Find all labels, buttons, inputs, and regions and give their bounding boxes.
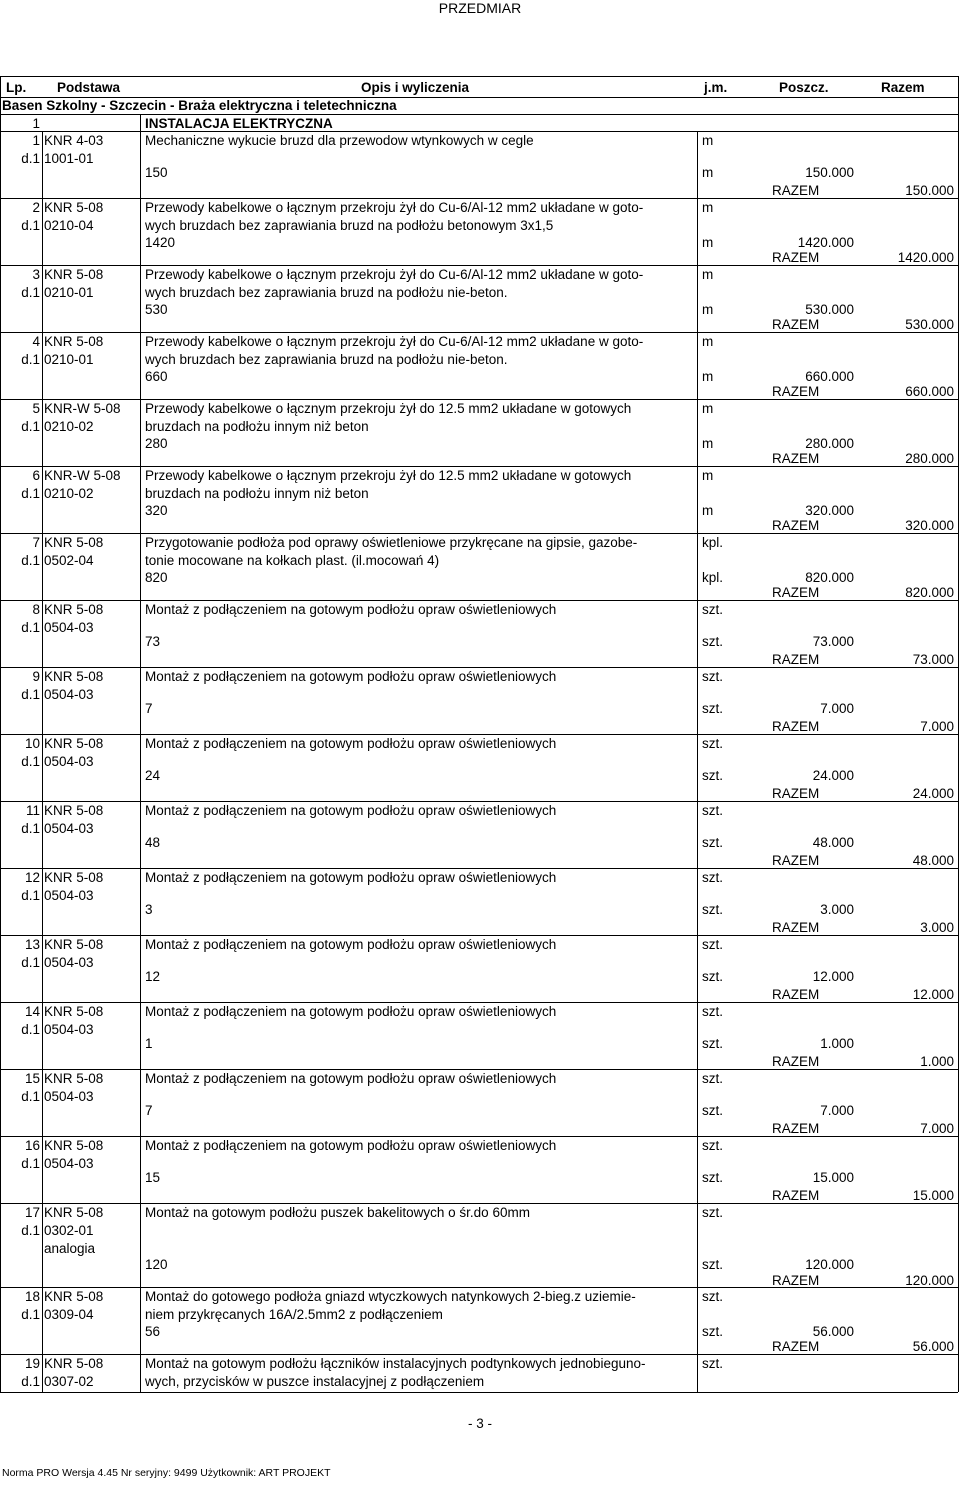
razem-label: RAZEM <box>772 987 820 1002</box>
razem-label: RAZEM <box>772 317 820 332</box>
position-description-line2: wych bruzdach bez zaprawiania bruzd na podłożu betonowym 3x1,5 <box>145 218 554 233</box>
razem-value: 120.000 <box>905 1273 954 1288</box>
quantity-value: 15.000 <box>812 1170 854 1185</box>
header-opis: Opis i wyliczenia <box>361 80 470 95</box>
position-unit: m <box>702 334 714 349</box>
position-code-line2: 0504-03 <box>44 821 94 836</box>
position-d1-label: d.1 <box>21 352 40 367</box>
position-description-line1: Montaż z podłączeniem na gotowym podłożu opraw oświetleniowych <box>145 870 557 885</box>
header-razem: Razem <box>881 80 925 95</box>
position-description-line2: tonie mocowane na kołkach plast. (il.mocowań 4) <box>145 553 440 568</box>
position-d1-label: d.1 <box>21 687 40 702</box>
section-number: 1 <box>32 116 40 131</box>
position-row <box>0 399 958 466</box>
col-line-opis <box>140 114 141 1392</box>
quantity-expression: 1420 <box>145 235 176 250</box>
razem-value: 530.000 <box>905 317 954 332</box>
position-code-line1: KNR 5-08 <box>44 334 104 349</box>
position-code-line1: KNR 5-08 <box>44 200 104 215</box>
position-row <box>0 332 958 399</box>
razem-value: 660.000 <box>905 384 954 399</box>
position-description-line1: Montaż z podłączeniem na gotowym podłożu opraw oświetleniowych <box>145 803 557 818</box>
project-rule <box>0 114 958 115</box>
razem-row <box>0 651 958 668</box>
position-unit: szt. <box>702 1071 724 1086</box>
position-description-line2: niem przykręcanych 16A/2.5mm2 z podłączeniem <box>145 1307 443 1322</box>
position-code-line1: KNR 5-08 <box>44 602 104 617</box>
position-unit: szt. <box>702 870 724 885</box>
quantity-value: 530.000 <box>805 302 854 317</box>
position-code-line1: KNR 4-03 <box>44 133 104 148</box>
quantity-unit: szt. <box>702 969 724 984</box>
position-description-line1: Mechaniczne wykucie bruzd dla przewodow wtynkowych w cegle <box>145 133 534 148</box>
position-code-line2: 0504-03 <box>44 888 94 903</box>
position-code-line1: KNR-W 5-08 <box>44 468 121 483</box>
quantity-value: 7.000 <box>820 1103 854 1118</box>
razem-row <box>0 182 958 199</box>
position-code-line1: KNR 5-08 <box>44 1289 104 1304</box>
razem-value: 820.000 <box>905 585 954 600</box>
quantity-expression: 1 <box>145 1036 153 1051</box>
quantity-value: 24.000 <box>812 768 854 783</box>
position-code-line2: 0504-03 <box>44 1156 94 1171</box>
header-poszcz: Poszcz. <box>779 80 829 95</box>
position-code-line1: KNR 5-08 <box>44 803 104 818</box>
quantity-row <box>0 633 958 650</box>
position-row <box>0 935 958 1002</box>
position-row <box>0 265 958 332</box>
position-description-line1: Montaż na gotowym podłożu puszek bakelitowych o śr.do 60mm <box>145 1205 530 1220</box>
position-code-line1: KNR 5-08 <box>44 267 104 282</box>
quantity-expression: 120 <box>145 1257 168 1272</box>
position-row <box>0 1002 958 1069</box>
razem-value: 3.000 <box>920 920 954 935</box>
quantity-value: 1420.000 <box>797 235 854 250</box>
table-bottom-rule <box>0 1392 958 1393</box>
header-top-rule <box>0 76 958 77</box>
position-code-line2: 0504-03 <box>44 955 94 970</box>
position-description-line1: Montaż z podłączeniem na gotowym podłożu opraw oświetleniowych <box>145 937 557 952</box>
position-unit: szt. <box>702 1289 724 1304</box>
quantity-expression: 48 <box>145 835 161 850</box>
quantity-expression: 15 <box>145 1170 161 1185</box>
position-description-line1: Przewody kabelkowe o łącznym przekroju żył do Cu-6/Al-12 mm2 układane w goto- <box>145 267 644 282</box>
position-number: 8 <box>32 602 40 617</box>
position-row <box>0 466 958 533</box>
position-code-line2: 0210-01 <box>44 285 94 300</box>
section-title: INSTALACJA ELEKTRYCZNA <box>145 116 333 131</box>
razem-row <box>0 718 958 735</box>
razem-row <box>0 383 958 400</box>
quantity-unit: szt. <box>702 1170 724 1185</box>
position-unit: m <box>702 401 714 416</box>
position-description-line1: Montaż na gotowym podłożu łączników instalacyjnych podtynkowych jednobieguno- <box>145 1356 646 1371</box>
position-code-line2: 0504-03 <box>44 620 94 635</box>
quantity-expression: 7 <box>145 1103 153 1118</box>
position-code-line2: 0504-03 <box>44 1089 94 1104</box>
position-description-line1: Przygotowanie podłoża pod oprawy oświetleniowe przykręcane na gipsie, gazobe- <box>145 535 638 550</box>
document-title: PRZEDMIAR <box>438 0 522 16</box>
quantity-row <box>0 1169 958 1186</box>
quantity-unit: m <box>702 165 714 180</box>
position-number: 11 <box>25 803 40 818</box>
position-number: 15 <box>24 1071 40 1086</box>
position-code-line3: analogia <box>44 1241 96 1256</box>
razem-label: RAZEM <box>772 1273 820 1288</box>
razem-label: RAZEM <box>772 853 820 868</box>
quantity-expression: 320 <box>145 503 168 518</box>
position-unit: m <box>702 200 714 215</box>
quantity-value: 48.000 <box>812 835 854 850</box>
razem-value: 24.000 <box>912 786 954 801</box>
position-code-line2: 0302-01 <box>44 1223 94 1238</box>
position-code-line1: KNR 5-08 <box>44 669 104 684</box>
quantity-expression: 150 <box>145 165 168 180</box>
position-unit: m <box>702 133 714 148</box>
position-description-line2: wych bruzdach bez zaprawiania bruzd na podłożu nie-beton. <box>145 285 508 300</box>
position-unit: szt. <box>702 937 724 952</box>
position-d1-label: d.1 <box>21 754 40 769</box>
position-number: 3 <box>32 267 40 282</box>
position-unit: szt. <box>702 803 724 818</box>
position-row <box>0 801 958 868</box>
position-unit: kpl. <box>702 535 724 550</box>
position-code-line1: KNR 5-08 <box>44 870 104 885</box>
position-number: 2 <box>32 200 40 215</box>
position-row <box>0 667 958 734</box>
razem-label: RAZEM <box>772 183 820 198</box>
quantity-expression: 73 <box>145 634 161 649</box>
quantity-expression: 530 <box>145 302 168 317</box>
position-number: 17 <box>24 1205 40 1220</box>
quantity-unit: m <box>702 302 714 317</box>
razem-label: RAZEM <box>772 1188 820 1203</box>
quantity-value: 12.000 <box>812 969 854 984</box>
quantity-row <box>0 164 958 181</box>
position-number: 5 <box>32 401 40 416</box>
position-unit: m <box>702 267 714 282</box>
position-number: 9 <box>32 669 40 684</box>
quantity-unit: szt. <box>702 1036 724 1051</box>
position-d1-label: d.1 <box>21 888 40 903</box>
position-row <box>0 533 958 600</box>
position-description-line1: Montaż z podłączeniem na gotowym podłożu opraw oświetleniowych <box>145 736 557 751</box>
position-code-line1: KNR 5-08 <box>44 1004 104 1019</box>
position-code-line1: KNR 5-08 <box>44 1138 104 1153</box>
razem-value: 150.000 <box>905 183 954 198</box>
position-unit: szt. <box>702 602 724 617</box>
position-description-line1: Montaż z podłączeniem na gotowym podłożu opraw oświetleniowych <box>145 1071 557 1086</box>
header-lp: Lp. <box>6 80 27 95</box>
position-row <box>0 198 958 265</box>
position-d1-label: d.1 <box>21 1089 40 1104</box>
quantity-value: 150.000 <box>805 165 854 180</box>
position-d1-label: d.1 <box>21 419 40 434</box>
quantity-unit: szt. <box>702 835 724 850</box>
position-description-line1: Montaż z podłączeniem na gotowym podłożu opraw oświetleniowych <box>145 602 557 617</box>
position-d1-label: d.1 <box>21 553 40 568</box>
quantity-row <box>0 1256 958 1273</box>
razem-label: RAZEM <box>772 786 820 801</box>
quantity-unit: m <box>702 503 714 518</box>
razem-value: 1.000 <box>920 1054 954 1069</box>
razem-label: RAZEM <box>772 518 820 533</box>
header-podstawa: Podstawa <box>57 80 121 95</box>
position-row <box>0 734 958 801</box>
position-code-line2: 0504-03 <box>44 1022 94 1037</box>
position-d1-label: d.1 <box>21 218 40 233</box>
razem-row <box>0 919 958 936</box>
position-row <box>0 1203 958 1287</box>
position-number: 19 <box>24 1356 40 1371</box>
position-code-line1: KNR 5-08 <box>44 1071 104 1086</box>
position-number: 1 <box>32 133 40 148</box>
position-description-line2: bruzdach na podłożu innym niż beton <box>145 419 369 434</box>
razem-row <box>0 1187 958 1204</box>
quantity-row <box>0 1102 958 1119</box>
position-unit: szt. <box>702 669 724 684</box>
razem-value: 7.000 <box>920 1121 954 1136</box>
quantity-value: 660.000 <box>805 369 854 384</box>
position-description-line1: Montaż z podłączeniem na gotowym podłożu opraw oświetleniowych <box>145 1138 557 1153</box>
position-code-line1: KNR 5-08 <box>44 1205 104 1220</box>
razem-label: RAZEM <box>772 1121 820 1136</box>
position-d1-label: d.1 <box>21 1307 40 1322</box>
razem-row <box>0 986 958 1003</box>
razem-label: RAZEM <box>772 719 820 734</box>
razem-label: RAZEM <box>772 1339 820 1354</box>
razem-row <box>0 852 958 869</box>
position-description-line1: Montaż do gotowego podłoża gniazd wtyczkowych natynkowych 2-bieg.z uziemie- <box>145 1289 636 1304</box>
quantity-expression: 3 <box>145 902 153 917</box>
quantity-expression: 280 <box>145 436 168 451</box>
position-number: 10 <box>24 736 40 751</box>
quantity-row <box>0 834 958 851</box>
razem-row <box>0 249 958 266</box>
razem-label: RAZEM <box>772 1054 820 1069</box>
razem-value: 1420.000 <box>897 250 954 265</box>
position-code-line1: KNR 5-08 <box>44 937 104 952</box>
position-code-line1: KNR 5-08 <box>44 535 104 550</box>
position-unit: szt. <box>702 736 724 751</box>
position-number: 18 <box>24 1289 40 1304</box>
position-d1-label: d.1 <box>21 1156 40 1171</box>
razem-row <box>0 1053 958 1070</box>
position-d1-label: d.1 <box>21 821 40 836</box>
quantity-value: 820.000 <box>805 570 854 585</box>
quantity-unit: m <box>702 235 714 250</box>
razem-row <box>0 1120 958 1137</box>
position-code-line2: 0502-04 <box>44 553 94 568</box>
position-number: 6 <box>32 468 40 483</box>
footer-text: Norma PRO Wersja 4.45 Nr seryjny: 9499 Użytkownik: ART PROJEKT <box>2 1467 331 1479</box>
quantity-value: 56.000 <box>812 1324 854 1339</box>
quantity-unit: szt. <box>702 1324 724 1339</box>
position-unit: szt. <box>702 1205 724 1220</box>
quantity-expression: 56 <box>145 1324 161 1339</box>
position-number: 16 <box>24 1138 40 1153</box>
header-jm: j.m. <box>704 80 728 95</box>
razem-value: 73.000 <box>912 652 954 667</box>
position-row <box>0 868 958 935</box>
position-description-line1: Montaż z podłączeniem na gotowym podłożu opraw oświetleniowych <box>145 669 557 684</box>
quantity-unit: m <box>702 369 714 384</box>
position-unit: m <box>702 468 714 483</box>
quantity-expression: 7 <box>145 701 153 716</box>
position-description-line1: Przewody kabelkowe o łącznym przekroju żył do 12.5 mm2 układane w gotowych <box>145 401 632 416</box>
razem-value: 7.000 <box>920 719 954 734</box>
position-d1-label: d.1 <box>21 1223 40 1238</box>
position-number: 12 <box>24 870 40 885</box>
position-description-line1: Montaż z podłączeniem na gotowym podłożu opraw oświetleniowych <box>145 1004 557 1019</box>
razem-label: RAZEM <box>772 585 820 600</box>
quantity-value: 320.000 <box>805 503 854 518</box>
position-row <box>0 1069 958 1136</box>
quantity-unit: szt. <box>702 1103 724 1118</box>
quantity-value: 1.000 <box>820 1036 854 1051</box>
position-d1-label: d.1 <box>21 486 40 501</box>
position-description-line2: wych bruzdach bez zaprawiania bruzd na podłożu nie-beton. <box>145 352 508 367</box>
quantity-value: 280.000 <box>805 436 854 451</box>
position-number: 13 <box>24 937 40 952</box>
razem-row <box>0 785 958 802</box>
position-d1-label: d.1 <box>21 1022 40 1037</box>
quantity-row <box>0 700 958 717</box>
razem-value: 320.000 <box>905 518 954 533</box>
page-number: - 3 - <box>467 1416 492 1431</box>
position-d1-label: d.1 <box>21 285 40 300</box>
quantity-expression: 660 <box>145 369 168 384</box>
position-code-line2: 0210-02 <box>44 486 94 501</box>
position-description-line1: Przewody kabelkowe o łącznym przekroju żył do Cu-6/Al-12 mm2 układane w goto- <box>145 200 644 215</box>
quantity-unit: szt. <box>702 1257 724 1272</box>
position-row <box>0 1136 958 1203</box>
col-line-right <box>958 76 959 1392</box>
project-title: Basen Szkolny - Szczecin - Braża elektryczna i teletechniczna <box>2 98 397 113</box>
razem-label: RAZEM <box>772 652 820 667</box>
position-code-line1: KNR-W 5-08 <box>44 401 121 416</box>
quantity-unit: m <box>702 436 714 451</box>
position-d1-label: d.1 <box>21 620 40 635</box>
quantity-expression: 12 <box>145 969 161 984</box>
position-description-line2: bruzdach na podłożu innym niż beton <box>145 486 369 501</box>
quantity-value: 73.000 <box>812 634 854 649</box>
razem-value: 12.000 <box>912 987 954 1002</box>
position-unit: szt. <box>702 1138 724 1153</box>
position-unit: szt. <box>702 1004 724 1019</box>
quantity-unit: szt. <box>702 634 724 649</box>
position-d1-label: d.1 <box>21 1374 40 1389</box>
position-code-line2: 1001-01 <box>44 151 94 166</box>
position-code-line2: 0210-04 <box>44 218 94 233</box>
position-unit: szt. <box>702 1356 724 1371</box>
razem-row <box>0 584 958 601</box>
quantity-value: 3.000 <box>820 902 854 917</box>
quantity-row <box>0 968 958 985</box>
razem-label: RAZEM <box>772 250 820 265</box>
position-row <box>0 131 958 198</box>
position-code-line2: 0210-02 <box>44 419 94 434</box>
razem-row <box>0 316 958 333</box>
quantity-value: 7.000 <box>820 701 854 716</box>
position-row <box>0 1287 958 1354</box>
position-code-line2: 0309-04 <box>44 1307 94 1322</box>
position-code-line2: 0504-03 <box>44 687 94 702</box>
position-description-line1: Przewody kabelkowe o łącznym przekroju żył do 12.5 mm2 układane w gotowych <box>145 468 632 483</box>
position-description-line2: wych, przycisków w puszce instalacyjnej z podłączeniem <box>145 1374 485 1389</box>
quantity-row <box>0 767 958 784</box>
position-code-line2: 0210-01 <box>44 352 94 367</box>
quantity-unit: szt. <box>702 701 724 716</box>
col-line-podstawa <box>42 131 43 1392</box>
position-code-line2: 0504-03 <box>44 754 94 769</box>
razem-label: RAZEM <box>772 384 820 399</box>
razem-label: RAZEM <box>772 920 820 935</box>
quantity-value: 120.000 <box>805 1257 854 1272</box>
position-row <box>0 600 958 667</box>
quantity-unit: szt. <box>702 902 724 917</box>
position-code-line1: KNR 5-08 <box>44 1356 104 1371</box>
position-number: 4 <box>32 334 40 349</box>
position-d1-label: d.1 <box>21 151 40 166</box>
position-number: 7 <box>32 535 40 550</box>
razem-value: 15.000 <box>912 1188 954 1203</box>
razem-value: 48.000 <box>912 853 954 868</box>
razem-value: 280.000 <box>905 451 954 466</box>
quantity-expression: 820 <box>145 570 168 585</box>
razem-row <box>0 450 958 467</box>
quantity-unit: szt. <box>702 768 724 783</box>
col-line-left <box>0 76 1 1392</box>
position-number: 14 <box>24 1004 40 1019</box>
razem-value: 56.000 <box>912 1339 954 1354</box>
col-line-jm <box>697 131 698 1392</box>
quantity-row <box>0 901 958 918</box>
position-code-line1: KNR 5-08 <box>44 736 104 751</box>
position-row <box>0 1354 958 1392</box>
quantity-expression: 24 <box>145 768 161 783</box>
position-code-line2: 0307-02 <box>44 1374 94 1389</box>
position-d1-label: d.1 <box>21 955 40 970</box>
quantity-unit: kpl. <box>702 570 724 585</box>
position-description-line1: Przewody kabelkowe o łącznym przekroju żył do Cu-6/Al-12 mm2 układane w goto- <box>145 334 644 349</box>
razem-row <box>0 1338 958 1355</box>
razem-label: RAZEM <box>772 451 820 466</box>
razem-row <box>0 517 958 534</box>
quantity-row <box>0 1035 958 1052</box>
